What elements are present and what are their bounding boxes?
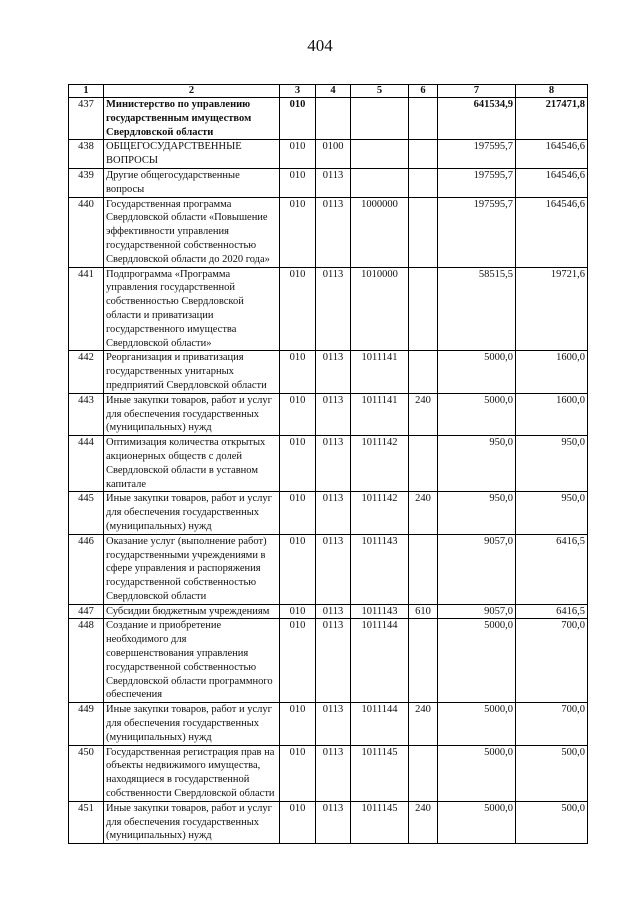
row-number: 441 [69, 267, 104, 351]
code-target: 1011142 [351, 436, 409, 492]
code-expense-type: 240 [409, 492, 438, 534]
row-name: Другие общегосударственные вопросы [104, 168, 280, 197]
code-chapter: 010 [280, 168, 316, 197]
code-expense-type: 240 [409, 801, 438, 843]
table-header-row [69, 85, 588, 98]
code-expense-type [409, 168, 438, 197]
code-section: 0113 [316, 619, 351, 703]
code-target: 1011145 [351, 801, 409, 843]
row-name: Создание и приобретение необходимого для совершенствования управления государственной собственностью Свердловской области программного обеспечения [104, 619, 280, 703]
code-target: 1011142 [351, 492, 409, 534]
row-number: 443 [69, 393, 104, 435]
code-section: 0100 [316, 140, 351, 169]
row-name: Подпрограмма «Программа управления государственной собственностью Свердловской области и приватизации государственного имущества Свердловской области» [104, 267, 280, 351]
amount-col7: 197595,7 [438, 197, 516, 267]
amount-col7: 197595,7 [438, 168, 516, 197]
code-expense-type [409, 140, 438, 169]
amount-col7: 9057,0 [438, 534, 516, 604]
row-name: Оптимизация количества открытых акционерных обществ с долей Свердловской области в уставном капитале [104, 436, 280, 492]
table-row [69, 393, 588, 435]
code-target: 1011144 [351, 703, 409, 745]
code-section: 0113 [316, 745, 351, 801]
code-chapter: 010 [280, 267, 316, 351]
row-name: Оказание услуг (выполнение работ) государственными учреждениями в сфере управления и распоряжения государственной собственностью Свердловской области [104, 534, 280, 604]
amount-col7: 950,0 [438, 436, 516, 492]
code-chapter: 010 [280, 351, 316, 393]
code-target: 1000000 [351, 197, 409, 267]
amount-col7: 5000,0 [438, 801, 516, 843]
row-number: 442 [69, 351, 104, 393]
table-row [69, 168, 588, 197]
code-section: 0113 [316, 492, 351, 534]
code-expense-type: 240 [409, 393, 438, 435]
table-row [69, 492, 588, 534]
amount-col8: 500,0 [516, 745, 588, 801]
table-row [69, 140, 588, 169]
code-section: 0113 [316, 197, 351, 267]
amount-col7: 5000,0 [438, 619, 516, 703]
column-header: 6 [409, 85, 438, 98]
code-target [351, 98, 409, 140]
code-chapter: 010 [280, 745, 316, 801]
code-target: 1011141 [351, 351, 409, 393]
code-section: 0113 [316, 604, 351, 619]
row-name: Министерство по управлению государственным имуществом Свердловской области [104, 98, 280, 140]
code-expense-type [409, 267, 438, 351]
code-chapter: 010 [280, 197, 316, 267]
row-name: Иные закупки товаров, работ и услуг для обеспечения государственных (муниципальных) нужд [104, 703, 280, 745]
table-row [69, 604, 588, 619]
column-header: 2 [104, 85, 280, 98]
row-number: 450 [69, 745, 104, 801]
row-name: Субсидии бюджетным учреждениям [104, 604, 280, 619]
amount-col7: 5000,0 [438, 745, 516, 801]
budget-table [68, 84, 588, 844]
table-row [69, 98, 588, 140]
amount-col8: 164546,6 [516, 168, 588, 197]
row-number: 447 [69, 604, 104, 619]
code-target: 1011143 [351, 534, 409, 604]
code-section: 0113 [316, 351, 351, 393]
row-number: 438 [69, 140, 104, 169]
table-row [69, 534, 588, 604]
row-number: 445 [69, 492, 104, 534]
code-chapter: 010 [280, 393, 316, 435]
amount-col7: 641534,9 [438, 98, 516, 140]
amount-col7: 58515,5 [438, 267, 516, 351]
amount-col8: 217471,8 [516, 98, 588, 140]
code-chapter: 010 [280, 492, 316, 534]
amount-col8: 19721,6 [516, 267, 588, 351]
table-body [69, 98, 588, 844]
code-chapter: 010 [280, 436, 316, 492]
table-row [69, 801, 588, 843]
row-name: ОБЩЕГОСУДАРСТВЕННЫЕ ВОПРОСЫ [104, 140, 280, 169]
code-expense-type: 240 [409, 703, 438, 745]
page-number: 404 [307, 36, 333, 55]
amount-col7: 5000,0 [438, 703, 516, 745]
code-target: 1011143 [351, 604, 409, 619]
amount-col7: 9057,0 [438, 604, 516, 619]
amount-col8: 6416,5 [516, 604, 588, 619]
amount-col7: 197595,7 [438, 140, 516, 169]
row-number: 449 [69, 703, 104, 745]
code-chapter: 010 [280, 140, 316, 169]
code-target: 1010000 [351, 267, 409, 351]
row-number: 446 [69, 534, 104, 604]
amount-col8: 6416,5 [516, 534, 588, 604]
row-number: 440 [69, 197, 104, 267]
code-expense-type [409, 436, 438, 492]
amount-col7: 5000,0 [438, 393, 516, 435]
code-target [351, 140, 409, 169]
amount-col8: 164546,6 [516, 197, 588, 267]
code-expense-type: 610 [409, 604, 438, 619]
code-chapter: 010 [280, 619, 316, 703]
row-name: Реорганизация и приватизация государственных унитарных предприятий Свердловской области [104, 351, 280, 393]
code-section [316, 98, 351, 140]
row-name: Государственная регистрация прав на объекты недвижимого имущества, находящиеся в государственной собственности Свердловской области [104, 745, 280, 801]
code-chapter: 010 [280, 801, 316, 843]
amount-col8: 700,0 [516, 703, 588, 745]
column-header: 7 [438, 85, 516, 98]
table-row [69, 436, 588, 492]
code-expense-type [409, 534, 438, 604]
code-chapter: 010 [280, 98, 316, 140]
code-section: 0113 [316, 801, 351, 843]
code-chapter: 010 [280, 534, 316, 604]
table-row [69, 619, 588, 703]
column-header: 3 [280, 85, 316, 98]
column-header: 8 [516, 85, 588, 98]
row-number: 439 [69, 168, 104, 197]
row-name: Иные закупки товаров, работ и услуг для обеспечения государственных (муниципальных) нужд [104, 801, 280, 843]
code-target [351, 168, 409, 197]
code-expense-type [409, 745, 438, 801]
code-chapter: 010 [280, 703, 316, 745]
code-section: 0113 [316, 267, 351, 351]
code-section: 0113 [316, 703, 351, 745]
code-expense-type [409, 619, 438, 703]
column-header: 4 [316, 85, 351, 98]
table-row [69, 703, 588, 745]
amount-col8: 950,0 [516, 436, 588, 492]
column-header: 5 [351, 85, 409, 98]
code-section: 0113 [316, 534, 351, 604]
table-row [69, 351, 588, 393]
table-row [69, 197, 588, 267]
code-target: 1011144 [351, 619, 409, 703]
amount-col8: 1600,0 [516, 393, 588, 435]
row-number: 451 [69, 801, 104, 843]
row-number: 444 [69, 436, 104, 492]
amount-col8: 164546,6 [516, 140, 588, 169]
row-number: 437 [69, 98, 104, 140]
code-section: 0113 [316, 393, 351, 435]
amount-col7: 950,0 [438, 492, 516, 534]
row-name: Государственная программа Свердловской области «Повышение эффективности управления государственной собственностью Свердловской области до 2020 года» [104, 197, 280, 267]
code-expense-type [409, 351, 438, 393]
table-row [69, 267, 588, 351]
code-target: 1011141 [351, 393, 409, 435]
amount-col8: 500,0 [516, 801, 588, 843]
row-name: Иные закупки товаров, работ и услуг для обеспечения государственных (муниципальных) нужд [104, 393, 280, 435]
amount-col8: 700,0 [516, 619, 588, 703]
code-chapter: 010 [280, 604, 316, 619]
row-number: 448 [69, 619, 104, 703]
table-row [69, 745, 588, 801]
row-name: Иные закупки товаров, работ и услуг для обеспечения государственных (муниципальных) нужд [104, 492, 280, 534]
amount-col8: 950,0 [516, 492, 588, 534]
code-target: 1011145 [351, 745, 409, 801]
code-expense-type [409, 197, 438, 267]
code-section: 0113 [316, 436, 351, 492]
amount-col8: 1600,0 [516, 351, 588, 393]
code-section: 0113 [316, 168, 351, 197]
code-expense-type [409, 98, 438, 140]
column-header: 1 [69, 85, 104, 98]
amount-col7: 5000,0 [438, 351, 516, 393]
